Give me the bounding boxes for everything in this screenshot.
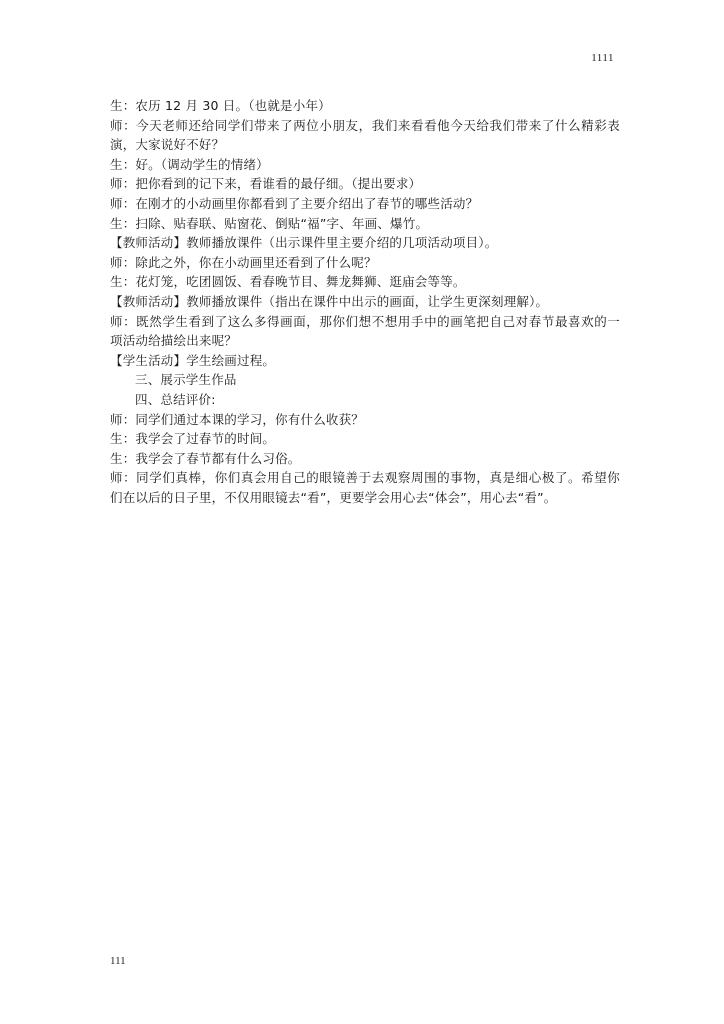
text-line: 生：花灯笼，吃团圆饭、看春晚节目、舞龙舞狮、逛庙会等等。 (110, 274, 466, 290)
text-line: 师：在刚才的小动画里你都看到了主要介绍出了春节的哪些活动？ (110, 195, 479, 211)
text-line: 师：今天老师还给同学们带来了两位小朋友，我们来看看他今天给我们带来了什么精彩表 (110, 117, 620, 133)
text-line: 生：好。（调动学生的情绪） (110, 156, 269, 172)
text-line: 生：我学会了春节都有什么习俗。 (110, 450, 301, 466)
text-line: 生：农历 12 月 30 日。（也就是小年） (110, 98, 331, 113)
text-line: 项活动给描绘出来呢？ (110, 333, 238, 349)
section-heading: 四、总结评价: (135, 391, 216, 407)
text-line: 师：把你看到的记下来，看谁看的最仔细。（提出要求） (110, 176, 422, 192)
text-line: 师：同学们通过本课的学习，你有什么收获？ (110, 411, 365, 427)
lesson-transcript (110, 96, 620, 507)
text-line: 们在以后的日子里，不仅用眼镜去“看”，更要学会用心去“体会”，用心去“看”。 (110, 489, 557, 505)
text-line: 【教师活动】教师播放课件（出示课件里主要介绍的几项活动项目）。 (110, 235, 498, 251)
text-line: 演，大家说好不好？ (110, 137, 225, 153)
text-line: 师：既然学生看到了这么多得画面，那你们想不想用手中的画笔把自己对春节最喜欢的一 (110, 313, 620, 329)
text-line: 生：扫除、贴春联、贴窗花、倒贴“福”字、年画、爆竹。 (110, 215, 429, 231)
text-line: 师：同学们真棒，你们真会用自己的眼镜善于去观察周围的事物，真是细心极了。希望你 (110, 470, 620, 486)
header-page-number: 1111 (591, 52, 614, 64)
footer-page-number: 111 (110, 955, 126, 967)
text-line: 生：我学会了过春节的时间。 (110, 431, 276, 447)
text-line: 【学生活动】学生绘画过程。 (110, 352, 276, 368)
section-heading: 三、展示学生作品 (135, 372, 237, 388)
text-line: 【教师活动】教师播放课件（指出在课件中出示的画面，让学生更深刻理解）。 (110, 293, 549, 309)
text-line: 师：除此之外，你在小动画里还看到了什么呢？ (110, 254, 377, 270)
